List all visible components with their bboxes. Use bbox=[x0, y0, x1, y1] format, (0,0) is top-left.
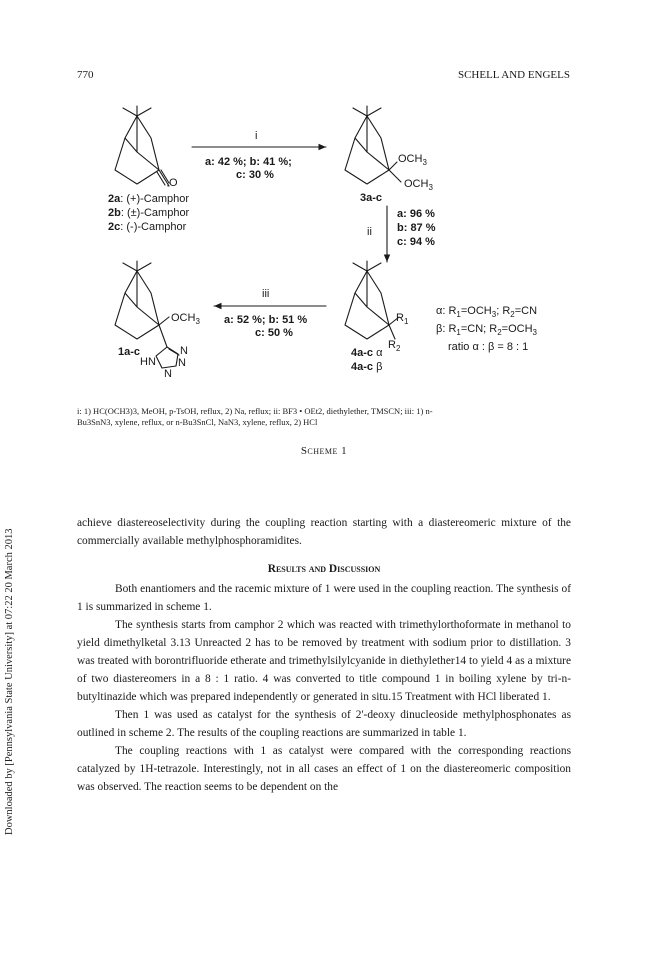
tetrazole-hn: HN bbox=[140, 356, 156, 368]
scheme-footnote bbox=[77, 406, 577, 428]
scheme-title: Scheme 1 bbox=[300, 445, 348, 457]
compound-4-r1: $R_1$ bbox=[396, 312, 409, 327]
step-i-label: i bbox=[255, 130, 258, 142]
ketal-structure bbox=[345, 106, 401, 184]
step-iii-yields-2: c: 50 % bbox=[255, 327, 293, 339]
tetrazole-camphor-structure bbox=[115, 261, 169, 347]
paragraph-3: Then 1 was used as catalyst for the synthesis of 2'-deoxy dinucleoside methylphosphonates as outlined in scheme 2. The results of the coupling reactions are summarized in table 1. bbox=[77, 709, 571, 739]
footnote-line-1: i: 1) HC(OCH3)3, MeOH, p-TsOH, reflux, 2) Na, reflux; ii: BF3 • OEt2, diethylether, TMSCN; iii: 1) n- bbox=[77, 406, 433, 416]
compound-4-definitions: α: $R_1=OCH_3$; $R_2=CN$ β: $R_1=CN$; $R_2=OCH_3$ ratio α : β = 8 : 1 bbox=[436, 305, 538, 354]
step-i-yields-2: c: 30 % bbox=[236, 169, 274, 181]
step-ii-label: ii bbox=[367, 226, 372, 238]
step-iii-label: iii bbox=[262, 288, 270, 300]
step-ii-yields: a: 96 % b: 87 % c: 94 % bbox=[397, 208, 436, 248]
scheme-1-diagram bbox=[0, 0, 648, 440]
paragraph-0: achieve diastereoselectivity during the coupling reaction starting with a diastereomeric mixture of the commercially available methylphosphoramidites. bbox=[77, 517, 571, 547]
running-title: SCHELL AND ENGELS bbox=[457, 69, 570, 81]
compound-3-och3-top: $OCH_3$ bbox=[398, 153, 427, 168]
compound-1-och3: $OCH_3$ bbox=[171, 312, 200, 327]
tetrazole-ring bbox=[156, 347, 179, 368]
download-watermark: Downloaded by [Pennsylvania State University] at 07:22 20 March 2013 bbox=[4, 528, 15, 835]
compound-1-label: 1a-c bbox=[118, 346, 141, 358]
paragraph-2: The synthesis starts from camphor 2 which was reacted with trimethylorthoformate in methanol to yield dimethylketal 3.13 Unreacted 2 has to be removed by treatment with sodium prior to distillation. 3 was treated with borontrifluoride etherate and trimethylsilylcyanide in diethylether14 to yield 4 as a mixture of two diastereomers in a 8 : 1 ratio. 4 was converted to title compound 1 in boiling xylene by tri-n-butyltinazide which was prepared independently or generated in situ.15 Treatment with HCl liberated 1. bbox=[77, 619, 571, 703]
compound-4-ratio: ratio α : β = 8 : 1 bbox=[448, 341, 529, 354]
tetrazole-n2: N bbox=[178, 357, 186, 369]
camphor-structure bbox=[115, 106, 169, 186]
compound-4-labels: 4a-c α 4a-c β bbox=[351, 347, 383, 373]
section-heading: Results and Discussion bbox=[267, 563, 381, 575]
step-i-yields-1: a: 42 %; b: 41 %; bbox=[205, 156, 292, 168]
body-text bbox=[77, 514, 571, 796]
compound-4-r2: $R_2$ bbox=[388, 339, 401, 354]
compound-2-labels: 2a: (+)-Camphor 2b: (±)-Camphor 2c: (-)-Camphor bbox=[108, 193, 190, 233]
step-iii-yields-1: a: 52 %; b: 51 % bbox=[224, 314, 308, 326]
paragraph-4: The coupling reactions with 1 as catalyst were compared with the corresponding reactions catalyzed by 1H-tetrazole. Interestingly, not in all cases an effect of 1 on the diastereomeric composition was observed. The reaction seems to be dependent on the bbox=[77, 745, 571, 793]
compound-2-oxygen: O bbox=[169, 177, 178, 189]
footnote-line-2: Bu3SnN3, xylene, reflux, or n-Bu3SnCl, NaN3, xylene, reflux, 2) HCl bbox=[77, 417, 318, 427]
compound-3-label: 3a-c bbox=[360, 192, 383, 204]
nitrile-structure bbox=[345, 261, 399, 339]
tetrazole-n3: N bbox=[164, 368, 172, 380]
compound-3-och3-bottom: $OCH_3$ bbox=[404, 178, 433, 193]
paragraph-1: Both enantiomers and the racemic mixture of 1 were used in the coupling reaction. The synthesis of 1 is summarized in scheme 1. bbox=[77, 583, 571, 613]
tetrazole-n1: N bbox=[180, 345, 188, 357]
page-number: 770 bbox=[77, 69, 94, 81]
